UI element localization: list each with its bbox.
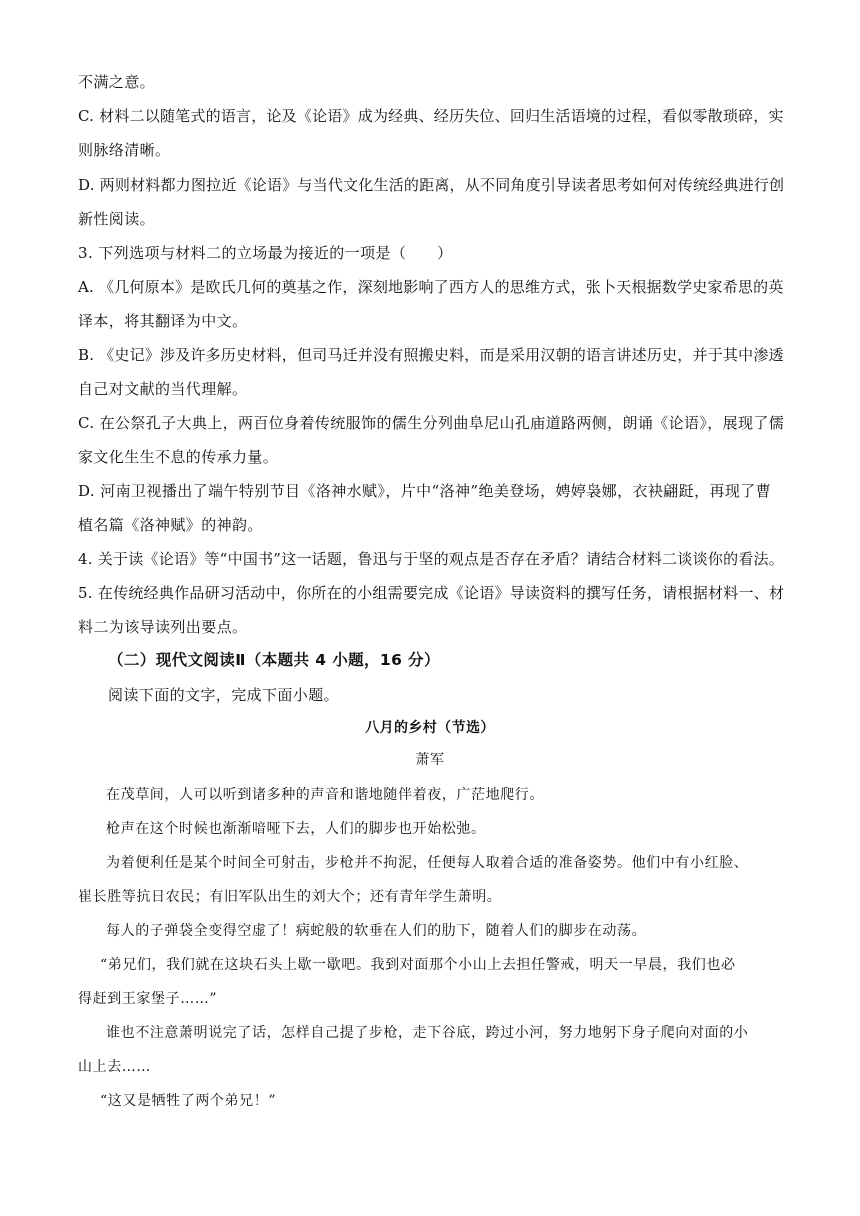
option-b-line-2: 自己对文献的当代理解。 (78, 380, 248, 398)
story-paragraph: 枪声在这个时候也渐渐喑哑下去，人们的脚步也开始松弛。 (106, 821, 486, 837)
story-dialogue-continued: 得赶到王家堡子……” (78, 991, 218, 1007)
story-author: 萧军 (415, 752, 445, 768)
option-c-line-2: 家文化生生不息的传承力量。 (78, 448, 279, 466)
section-heading: （二）现代文阅读Ⅱ（本题共 4 小题，16 分） (108, 651, 440, 669)
option-c-line-1: C. 材料二以随笔式的语言，论及《论语》成为经典、经历失位、回归生活语境的过程，看似零散琐碎，实 (78, 107, 784, 125)
option-d-line-2: 新性阅读。 (78, 210, 156, 228)
story-paragraph: 每人的子弹袋全变得空虚了！病蛇般的软垂在人们的肋下，随着人们的脚步在动荡。 (106, 923, 647, 939)
story-paragraph: 谁也不注意萧明说完了话，怎样自己提了步枪，走下谷底，跨过小河，努力地躬下身子爬向对面的小 (106, 1025, 749, 1041)
option-a-line-2: 译本，将其翻译为中文。 (78, 312, 248, 330)
question-3: 3. 下列选项与材料二的立场最为接近的一项是（ ） (78, 244, 453, 262)
story-dialogue: “这又是牺牲了两个弟兄！” (100, 1093, 277, 1109)
story-title: 八月的乡村（节选） (365, 720, 495, 736)
story-paragraph: 在茂草间，人可以听到诸多种的声音和谐地随伴着夜，广茫地爬行。 (106, 787, 544, 803)
question-4: 4. 关于读《论语》等“中国书”这一话题，鲁迅与于坚的观点是否存在矛盾？请结合材料二谈谈你的看法。 (78, 550, 785, 568)
story-paragraph-continued: 崔长胜等抗日农民；有旧军队出生的刘大个；还有青年学生萧明。 (78, 889, 502, 905)
question-5-line-2: 料二为该导读列出要点。 (78, 618, 248, 636)
text-line: 不满之意。 (78, 73, 156, 91)
story-paragraph: 为着便利任是某个时间全可射击，步枪并不拘泥，任便每人取着合适的准备姿势。他们中有小红脸、 (106, 855, 749, 871)
option-c-line-2: 则脉络清晰。 (78, 141, 171, 159)
story-dialogue: “弟兄们，我们就在这块石头上歇一歇吧。我到对面那个小山上去担任警戒，明天一早晨，我们也必 (100, 957, 736, 973)
instruction: 阅读下面的文字，完成下面小题。 (108, 686, 340, 704)
option-a-line-1: A. 《几何原本》是欧氏几何的奠基之作，深刻地影响了西方人的思维方式，张卜天根据数学史家希思的英 (78, 278, 784, 296)
option-b-line-1: B. 《史记》涉及许多历史材料，但司马迁并没有照搬史料，而是采用汉朝的语言讲述历史，并于其中渗透 (78, 346, 784, 364)
option-d-line-2: 植名篇《洛神赋》的神韵。 (78, 516, 263, 534)
option-d-line-1: D. 两则材料都力图拉近《论语》与当代文化生活的距离，从不同角度引导读者思考如何对传统经典进行创 (78, 176, 785, 194)
question-5-line-1: 5. 在传统经典作品研习活动中，你所在的小组需要完成《论语》导读资料的撰写任务，请根据材料一、材 (78, 584, 785, 602)
option-c-line-1: C. 在公祭孔子大典上，两百位身着传统服饰的儒生分列曲阜尼山孔庙道路两侧，朗诵《论语》，展现了儒 (78, 414, 785, 432)
option-d-line-1: D. 河南卫视播出了端午特别节目《洛神水赋》，片中“洛神”绝美登场，娉婷袅娜，衣袂翩跹，再现了曹 (78, 482, 772, 500)
story-paragraph-continued: 山上去…… (78, 1059, 151, 1075)
